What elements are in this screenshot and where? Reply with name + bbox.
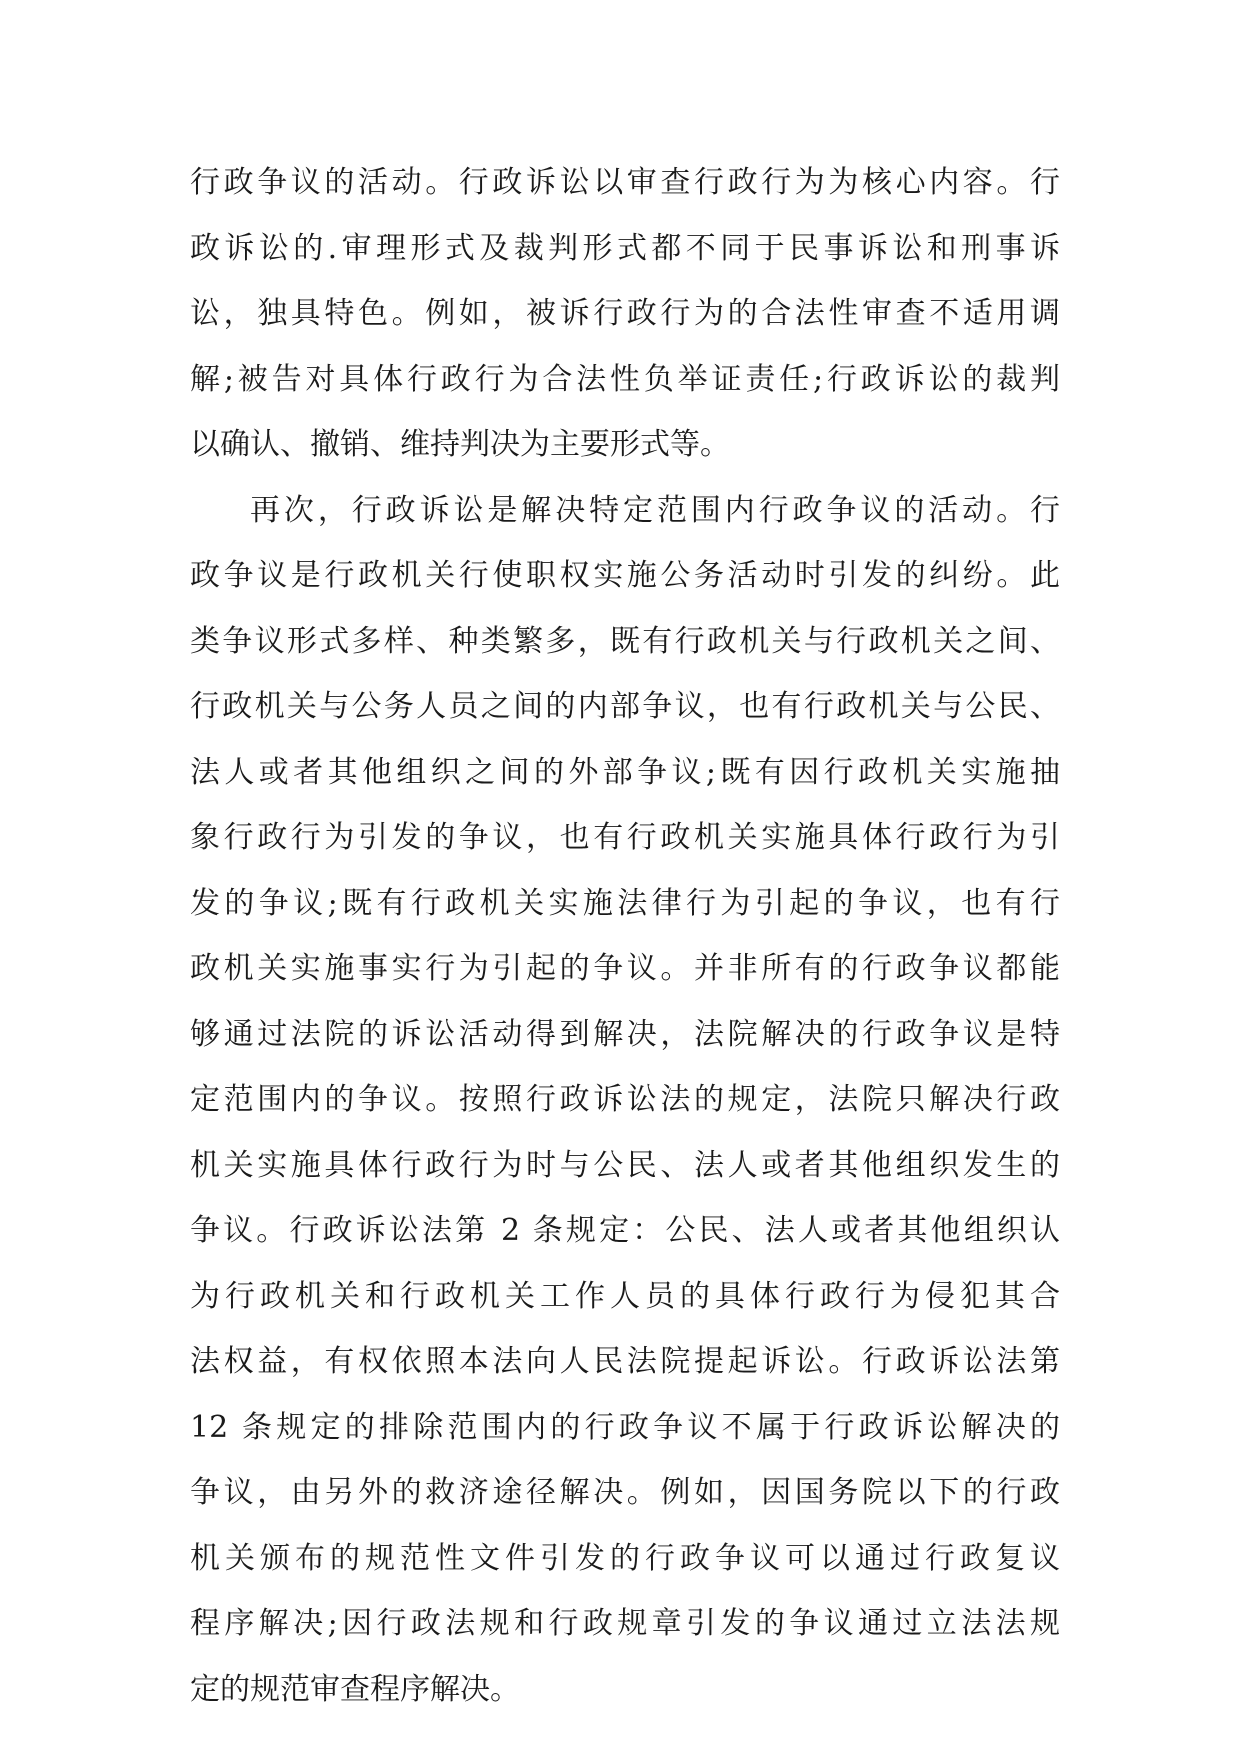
- paragraph: [190, 478, 1060, 1723]
- text-line: 法人或者其他组织之间的外部争议;既有因行政机关实施抽: [190, 754, 1060, 790]
- text-line: 机关颁布的规范性文件引发的行政争议可以通过行政复议: [190, 1540, 1060, 1576]
- body-text: [190, 150, 1060, 1722]
- text-line: 讼，独具特色。例如，被诉行政行为的合法性审查不适用调: [190, 296, 1060, 331]
- text-line: 再次，行政诉讼是解决特定范围内行政争议的活动。行: [250, 492, 1060, 528]
- text-line: 行政争议的活动。行政诉讼以审查行政行为为核心内容。行: [190, 165, 1060, 200]
- text-line: 象行政行为引发的争议，也有行政机关实施具体行政行为引: [190, 820, 1060, 855]
- text-line: 争议。行政诉讼法第 2 条规定：公民、法人或者其他组织认: [190, 1213, 1060, 1248]
- text-line: 政诉讼的.审理形式及裁判形式都不同于民事诉讼和刑事诉: [190, 230, 1060, 266]
- text-line: 程序解决;因行政法规和行政规章引发的争议通过立法法规: [190, 1606, 1060, 1641]
- text-line: 行政机关与公务人员之间的内部争议，也有行政机关与公民、: [190, 689, 1060, 724]
- text-line: 为行政机关和行政机关工作人员的具体行政行为侵犯其合: [190, 1278, 1060, 1314]
- text-line: 政争议是行政机关行使职权实施公务活动时引发的纠纷。此: [190, 558, 1060, 593]
- text-line: 以确认、撤销、维持判决为主要形式等。: [190, 427, 730, 462]
- text-line: 解;被告对具体行政行为合法性负举证责任;行政诉讼的裁判: [190, 361, 1060, 397]
- text-line: 定的规范审查程序解决。: [190, 1671, 520, 1707]
- text-line: 政机关实施事实行为引起的争议。并非所有的行政争议都能: [190, 951, 1060, 986]
- paragraph: [190, 150, 1060, 478]
- text-line: 发的争议;既有行政机关实施法律行为引起的争议，也有行: [190, 885, 1060, 921]
- text-line: 定范围内的争议。按照行政诉讼法的规定，法院只解决行政: [190, 1082, 1060, 1117]
- text-line: 类争议形式多样、种类繁多，既有行政机关与行政机关之间、: [190, 623, 1060, 659]
- text-line: 12 条规定的排除范围内的行政争议不属于行政诉讼解决的: [190, 1409, 1060, 1445]
- text-line: 够通过法院的诉讼活动得到解决，法院解决的行政争议是特: [190, 1016, 1060, 1052]
- text-line: 法权益，有权依照本法向人民法院提起诉讼。行政诉讼法第: [190, 1344, 1060, 1379]
- text-line: 机关实施具体行政行为时与公民、法人或者其他组织发生的: [190, 1147, 1060, 1183]
- text-line: 争议，由另外的救济途径解决。例如，因国务院以下的行政: [190, 1475, 1060, 1510]
